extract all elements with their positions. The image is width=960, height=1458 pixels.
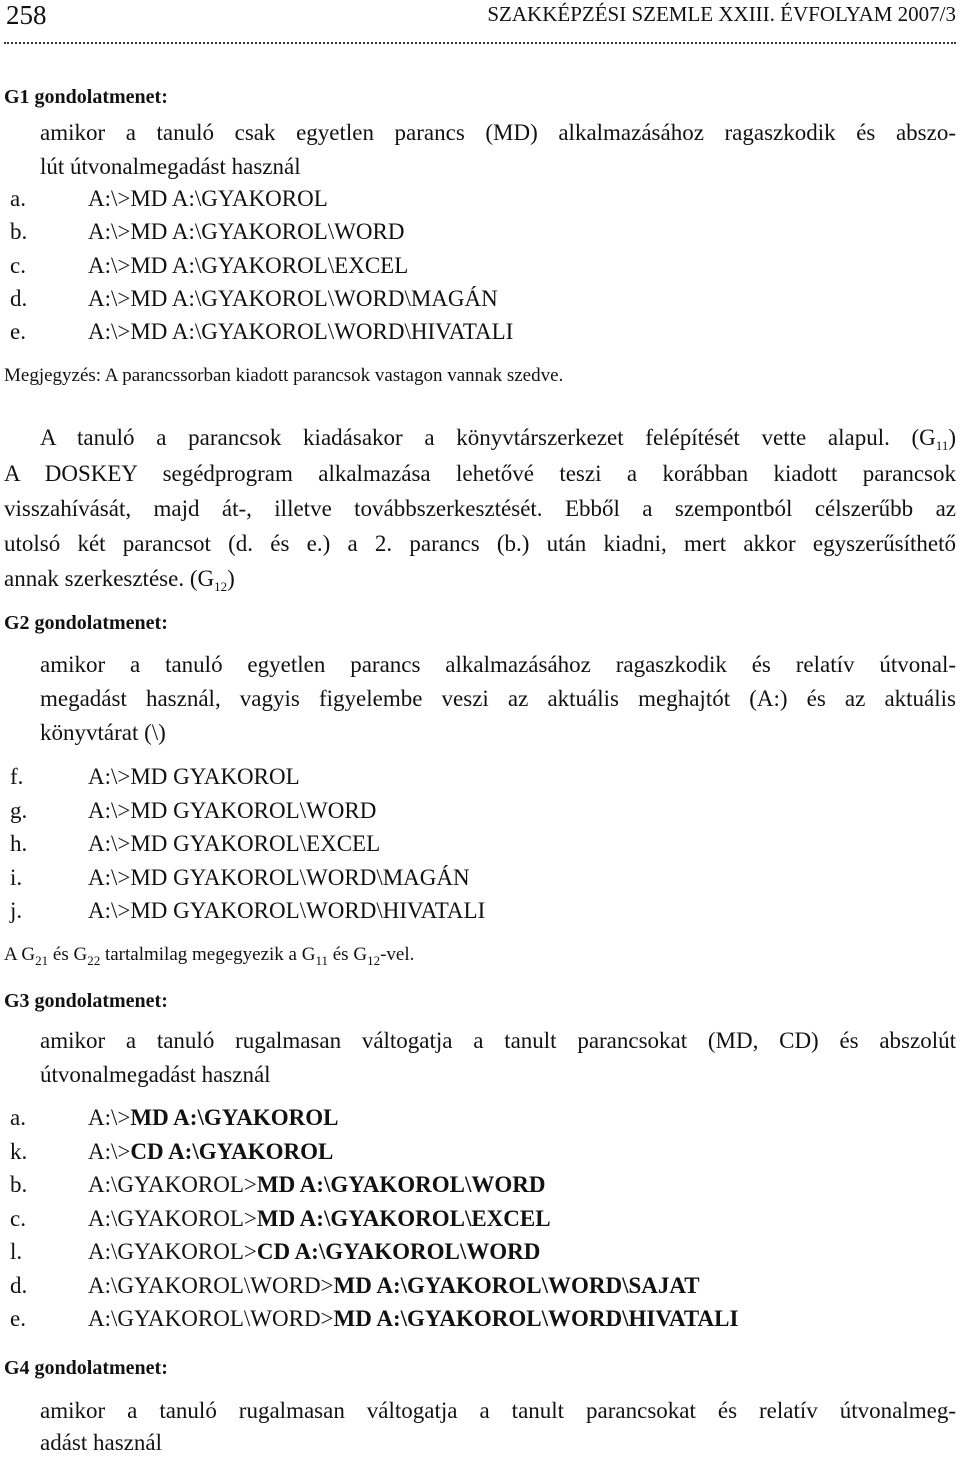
command: A:\>MD GYAKOROL: [88, 764, 300, 789]
subscript: 12: [214, 579, 228, 594]
g1-item: [10, 217, 710, 247]
typed-command: MD A:\GYAKOROL\WORD\SAJAT: [333, 1273, 700, 1298]
g2-intro-line-1: amikor a tanuló egyetlen parancs alkalmazásához ragaszkodik és relatív útvonal-: [40, 652, 956, 677]
g2-intro-line-2: megadást használ, vagyis figyelembe veszi az aktuális meghajtót (A:) és az aktuális: [40, 686, 956, 711]
paragraph-line-1: [40, 423, 956, 453]
paragraph-line-2: A DOSKEY segédprogram alkalmazása lehetővé teszi a korábban kiadott parancsok: [4, 461, 956, 486]
item-label: g.: [10, 798, 28, 823]
journal-title: SZAKKÉPZÉSI SZEMLE XXIII. ÉVFOLYAM 2007/3: [487, 2, 956, 26]
item-label: d.: [10, 286, 28, 311]
g1-item: [10, 184, 710, 214]
paragraph-line-4: utolsó két parancsot (d. és e.) a 2. parancs (b.) után kiadni, mert akkor egyszerűsíthető: [4, 531, 956, 556]
g3-item: [10, 1103, 910, 1133]
typed-command: MD A:\GYAKOROL\EXCEL: [256, 1206, 551, 1231]
item-label: c.: [10, 1206, 26, 1231]
prompt: A:\>: [88, 1139, 131, 1164]
g4-intro-line-2: adást használ: [40, 1430, 162, 1455]
item-label: a.: [10, 1105, 26, 1130]
g2-intro-line-3: könyvtárat (\): [40, 720, 166, 745]
prompt: A:\GYAKOROL>: [88, 1239, 257, 1264]
paragraph-line-5: [4, 564, 235, 594]
prompt: A:\GYAKOROL\WORD>: [88, 1273, 334, 1298]
para-text: annak szerkesztése. (G: [4, 566, 215, 591]
g3-item: [10, 1304, 910, 1334]
item-label: j.: [10, 898, 23, 923]
g1-intro-line-1: amikor a tanuló csak egyetlen parancs (MD) alkalmazásához ragaszkodik és abszo-: [40, 120, 956, 145]
g3-intro-line-2: útvonalmegadást használ: [40, 1062, 271, 1087]
g3-item: [10, 1204, 910, 1234]
subscript: 11: [935, 438, 949, 453]
typed-command: CD A:\GYAKOROL: [130, 1139, 334, 1164]
item-label: l.: [10, 1239, 23, 1264]
item-label: a.: [10, 186, 26, 211]
subscript: 21: [35, 953, 49, 968]
typed-command: MD A:\GYAKOROL\WORD: [256, 1172, 546, 1197]
subscript: 11: [315, 953, 328, 968]
typed-command: MD A:\GYAKOROL\WORD\HIVATALI: [333, 1306, 739, 1331]
g1-item: [10, 251, 710, 281]
g3-item: [10, 1237, 910, 1267]
command: A:\>MD A:\GYAKOROL\EXCEL: [88, 253, 409, 278]
item-label: i.: [10, 865, 23, 890]
g3-item: [10, 1271, 910, 1301]
command: A:\>MD GYAKOROL\WORD\MAGÁN: [88, 865, 470, 890]
prompt: A:\>: [88, 1105, 131, 1130]
g4-intro-line-1: amikor a tanuló rugalmasan váltogatja a tanult parancsokat és relatív útvonalmeg-: [40, 1398, 956, 1423]
header-rule: [4, 42, 956, 44]
item-label: k.: [10, 1139, 28, 1164]
g2-item: [10, 829, 710, 859]
page-number: 258: [6, 0, 47, 30]
g3-item: [10, 1170, 910, 1200]
g2-item: [10, 796, 710, 826]
item-label: b.: [10, 219, 28, 244]
g1-item: [10, 284, 710, 314]
prompt: A:\GYAKOROL\WORD>: [88, 1306, 334, 1331]
command: [88, 1170, 545, 1200]
paragraph-line-3: visszahívását, majd át-, illetve továbbszerkesztését. Ebből a szempontból célszerűbb az: [4, 496, 956, 521]
g3-heading: G3 gondolatmenet:: [4, 990, 168, 1012]
prompt: A:\GYAKOROL>: [88, 1172, 257, 1197]
g2-heading: G2 gondolatmenet:: [4, 612, 168, 634]
command: A:\>MD A:\GYAKOROL\WORD\HIVATALI: [88, 319, 514, 344]
g2-item: [10, 762, 710, 792]
command: [88, 1237, 540, 1267]
note-text: és G: [328, 944, 368, 965]
command: [88, 1271, 700, 1301]
item-label: b.: [10, 1172, 28, 1197]
command: A:\>MD GYAKOROL\EXCEL: [88, 831, 381, 856]
command: [88, 1204, 551, 1234]
command: A:\>MD A:\GYAKOROL: [88, 186, 328, 211]
subscript: 22: [87, 953, 101, 968]
command: A:\>MD GYAKOROL\WORD: [88, 798, 377, 823]
subscript: 12: [367, 953, 381, 968]
typed-command: CD A:\GYAKOROL\WORD: [256, 1239, 541, 1264]
note-text: A G: [4, 944, 36, 965]
prompt: A:\GYAKOROL>: [88, 1206, 257, 1231]
command: [88, 1304, 738, 1334]
g1-note: Megjegyzés: A parancssorban kiadott parancsok vastagon vannak szedve.: [4, 365, 564, 386]
item-label: d.: [10, 1273, 28, 1298]
para-text: ): [227, 566, 235, 591]
g1-intro-line-2: lút útvonalmegadást használ: [40, 154, 301, 179]
item-label: h.: [10, 831, 28, 856]
g3-item: [10, 1137, 910, 1167]
g1-item: [10, 317, 710, 347]
item-label: f.: [10, 764, 24, 789]
g1-heading: G1 gondolatmenet:: [4, 86, 168, 108]
command: [88, 1103, 338, 1133]
note-text: tartalmilag megegyezik a G: [100, 944, 316, 965]
command: A:\>MD A:\GYAKOROL\WORD: [88, 219, 405, 244]
command: A:\>MD A:\GYAKOROL\WORD\MAGÁN: [88, 286, 498, 311]
item-label: c.: [10, 253, 26, 278]
g4-heading: G4 gondolatmenet:: [4, 1357, 168, 1379]
item-label: e.: [10, 319, 26, 344]
g2-item: [10, 863, 710, 893]
para-text: ): [948, 425, 956, 450]
item-label: e.: [10, 1306, 26, 1331]
command: A:\>MD GYAKOROL\WORD\HIVATALI: [88, 898, 486, 923]
para-text: A tanuló a parancsok kiadásakor a könyvtárszerkezet felépítését vette alapul. (G: [40, 425, 936, 450]
command: [88, 1137, 333, 1167]
note-text: -vel.: [380, 944, 415, 965]
note-text: és G: [48, 944, 88, 965]
typed-command: MD A:\GYAKOROL: [130, 1105, 339, 1130]
g3-intro-line-1: amikor a tanuló rugalmasan váltogatja a tanult parancsokat (MD, CD) és abszolút: [40, 1028, 956, 1053]
g2-note: [4, 940, 414, 970]
g2-item: [10, 896, 710, 926]
